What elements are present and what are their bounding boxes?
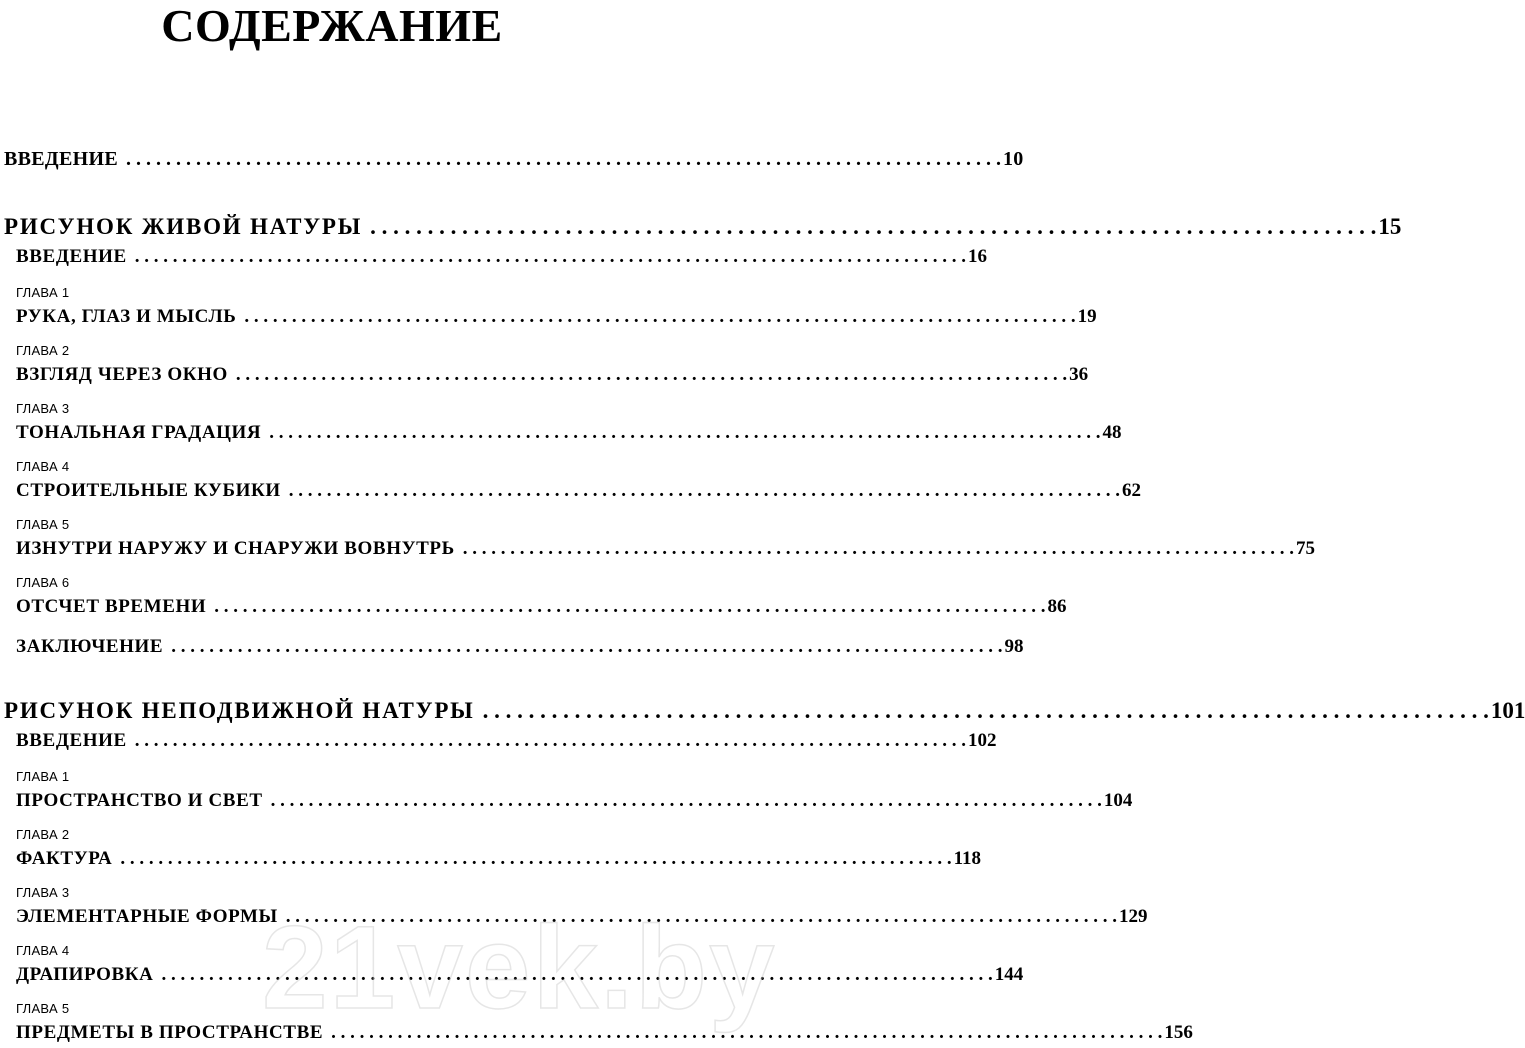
dot-leader bbox=[236, 363, 1067, 387]
chapter-tag: ГЛАВА 4 bbox=[16, 943, 70, 958]
dot-leader bbox=[331, 1021, 1162, 1045]
dot-leader bbox=[120, 847, 951, 871]
entry-page-number: 144 bbox=[994, 964, 1024, 985]
entry-page-number: 102 bbox=[968, 730, 997, 751]
dot-leader bbox=[483, 696, 1489, 726]
entry-page-number: 75 bbox=[1296, 538, 1316, 559]
entry-title: ВВЕДЕНИЕ bbox=[16, 246, 127, 267]
entry-page-number: 129 bbox=[1119, 906, 1148, 927]
toc-entry-chapter[interactable] bbox=[16, 305, 1097, 329]
entry-title: ЗАКЛЮЧЕНИЕ bbox=[16, 636, 164, 657]
chapter-tag: ГЛАВА 1 bbox=[16, 769, 70, 784]
dot-leader bbox=[126, 146, 1001, 172]
entry-page-number: 118 bbox=[953, 848, 982, 869]
entry-title: ОТСЧЕТ ВРЕМЕНИ bbox=[16, 596, 207, 617]
chapter-tag: ГЛАВА 3 bbox=[16, 401, 70, 416]
chapter-tag: ГЛАВА 1 bbox=[16, 285, 70, 300]
toc-entry-chapter[interactable] bbox=[16, 1021, 1193, 1045]
entry-title: ВЗГЛЯД ЧЕРЕЗ ОКНО bbox=[16, 364, 228, 385]
toc-entry-chapter[interactable] bbox=[16, 421, 1122, 445]
toc-entry-part2-intro[interactable] bbox=[16, 729, 997, 753]
entry-title: СТРОИТЕЛЬНЫЕ КУБИКИ bbox=[16, 480, 281, 501]
entry-page-number: 104 bbox=[1103, 790, 1133, 811]
entry-title: ЭЛЕМЕНТАРНЫЕ ФОРМЫ bbox=[16, 906, 278, 927]
toc-entry-chapter[interactable] bbox=[16, 789, 1133, 813]
toc-part-1[interactable] bbox=[4, 212, 1402, 242]
chapter-tag: ГЛАВА 5 bbox=[16, 1001, 70, 1016]
entry-page-number: 36 bbox=[1069, 364, 1089, 385]
entry-page-number: 16 bbox=[968, 246, 988, 267]
entry-page-number: 86 bbox=[1047, 596, 1067, 617]
chapter-tag: ГЛАВА 2 bbox=[16, 827, 70, 842]
entry-title: ПРЕДМЕТЫ В ПРОСТРАНСТВЕ bbox=[16, 1022, 324, 1043]
watermark: 21vek.by bbox=[262, 902, 777, 1034]
toc-entry-part1-intro[interactable] bbox=[16, 245, 988, 269]
entry-title: ТОНАЛЬНАЯ ГРАДАЦИЯ bbox=[16, 422, 262, 443]
chapter-tag: ГЛАВА 3 bbox=[16, 885, 70, 900]
dot-leader bbox=[135, 245, 966, 269]
dot-leader bbox=[286, 905, 1117, 929]
entry-title: ИЗНУТРИ НАРУЖУ И СНАРУЖИ ВОВНУТРЬ bbox=[16, 538, 455, 559]
toc-entry-chapter[interactable] bbox=[16, 905, 1148, 929]
entry-page-number: 48 bbox=[1102, 422, 1122, 443]
entry-page-number: 98 bbox=[1004, 636, 1024, 657]
entry-page-number: 19 bbox=[1077, 306, 1097, 327]
toc-entry-chapter[interactable] bbox=[16, 363, 1089, 387]
toc-entry-conclusion[interactable] bbox=[16, 635, 1024, 659]
entry-title: ФАКТУРА bbox=[16, 848, 113, 869]
dot-leader bbox=[289, 479, 1120, 503]
chapter-tag: ГЛАВА 2 bbox=[16, 343, 70, 358]
entry-page-number: 10 bbox=[1002, 148, 1024, 170]
dot-leader bbox=[271, 789, 1102, 813]
part-title: РИСУНОК ЖИВОЙ НАТУРЫ bbox=[4, 214, 363, 239]
toc-entry-chapter[interactable] bbox=[16, 595, 1067, 619]
chapter-tag: ГЛАВА 4 bbox=[16, 459, 70, 474]
part-title: РИСУНОК НЕПОДВИЖНОЙ НАТУРЫ bbox=[4, 698, 475, 723]
dot-leader bbox=[244, 305, 1075, 329]
entry-title: ПРОСТРАНСТВО И СВЕТ bbox=[16, 790, 263, 811]
dot-leader bbox=[463, 537, 1294, 561]
toc-entry-chapter[interactable] bbox=[16, 537, 1316, 561]
toc-entry-chapter[interactable] bbox=[16, 963, 1024, 987]
entry-page-number: 62 bbox=[1122, 480, 1142, 501]
entry-page-number: 156 bbox=[1164, 1022, 1193, 1043]
entry-title: ВВЕДЕНИЕ bbox=[16, 730, 127, 751]
entry-title: ДРАПИРОВКА bbox=[16, 964, 154, 985]
chapter-tag: ГЛАВА 6 bbox=[16, 575, 70, 590]
toc-entry-intro[interactable] bbox=[4, 146, 1024, 172]
entry-title: ВВЕДЕНИЕ bbox=[4, 148, 118, 170]
dot-leader bbox=[214, 595, 1045, 619]
toc-entry-chapter[interactable] bbox=[16, 479, 1142, 503]
dot-leader bbox=[135, 729, 966, 753]
toc-part-2[interactable] bbox=[4, 696, 1525, 726]
part-page-number: 101 bbox=[1490, 698, 1525, 723]
dot-leader bbox=[171, 635, 1002, 659]
dot-leader bbox=[370, 212, 1376, 242]
chapter-tag: ГЛАВА 5 bbox=[16, 517, 70, 532]
entry-title: РУКА, ГЛАЗ И МЫСЛЬ bbox=[16, 306, 237, 327]
dot-leader bbox=[269, 421, 1100, 445]
toc-entry-chapter[interactable] bbox=[16, 847, 982, 871]
dot-leader bbox=[162, 963, 993, 987]
page-title: СОДЕРЖАНИЕ bbox=[161, 0, 503, 51]
part-page-number: 15 bbox=[1378, 214, 1402, 239]
